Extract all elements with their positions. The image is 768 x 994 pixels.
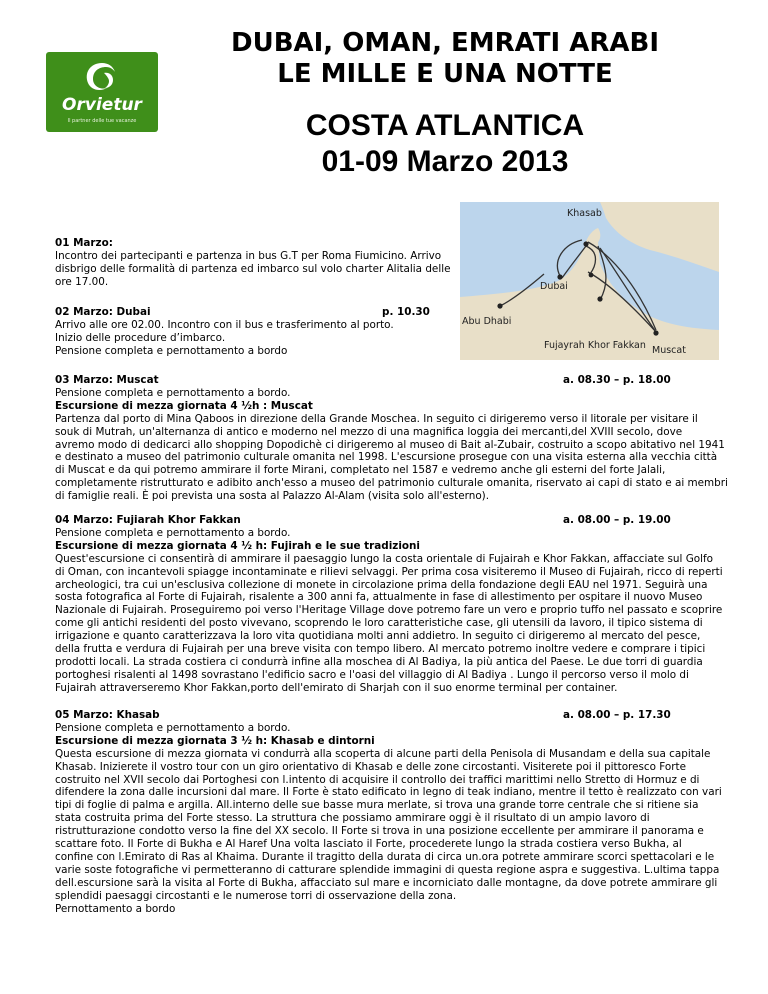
map-label-fujayrah: Fujayrah Khor Fakkan (544, 340, 646, 351)
day-text-line: costruito nel XVII secolo dai Portoghesi con l.intento di acquisire il controllo dei traffici marittimi nello Stretto di Hormuz e di (55, 773, 700, 786)
day-text-line: portoghesi risalenti al 1498 sovrastano l'edificio sacro e l'oasi del villaggio di Al Badiya . Lungo il percorso verso il molo di (55, 668, 689, 681)
day-text-line: dell.escursione sarà la visita al Forte di Bukha, affacciato sul mare e incorniciato dalle montagne, da dove potrete ammirare gli (55, 876, 718, 889)
day-text-line: archeologici, tra cui un'esclusiva collezione di monete in circolazione prima della fondazione degli EAU nel 1971. Seguirà una (55, 578, 708, 591)
port-khasab (583, 241, 588, 246)
route-map (460, 202, 719, 360)
day-text-line: Arrivo alle ore 02.00. Incontro con il bus e trasferimento al porto. (55, 318, 394, 331)
ship-title (185, 108, 705, 180)
excursion-title: Escursione di mezza giornata 4 ½ h: Fujirah e le sue tradizioni (55, 539, 420, 552)
day-text-line: di Muscat e da qui potremo ammirare il forte Mirani, completato nel 1587 e vedremo anche gli esterni del forte Jalali, (55, 464, 666, 477)
day-4 (55, 514, 735, 695)
day-text-line: disbrigo delle formalità di partenza ed imbarco sul volo charter Alitalia delle (55, 262, 451, 275)
trip-title-line1: DUBAI, OMAN, EMRATI ARABI (231, 28, 659, 58)
day-text-line: Partenza dal porto di Mina Qaboos in direzione della Grande Moschea. In seguito ci dirigeremo verso il litorale per visitare il (55, 412, 698, 425)
day-heading: 02 Marzo: Dubai (55, 306, 151, 318)
day-heading: 05 Marzo: Khasab (55, 709, 160, 721)
map-label-dubai: Dubai (540, 281, 568, 292)
day-text-line: Questa escursione di mezza giornata vi condurrà alla scoperta di alcune parti della Penisola di Musandam e della sua capitale (55, 747, 711, 760)
day-text-line: scattare foto. Il Forte di Bukha e Al Haref Una volta lasciato il Forte, procederete lungo la strada costiera verso Bukha, al (55, 838, 682, 851)
map-label-muscat: Muscat (652, 345, 686, 356)
day-text-line: Pensione completa e pernottamento a bordo (55, 344, 288, 357)
day-time: a. 08.00 – p. 17.30 (563, 709, 671, 721)
day-text-line: splendidi paesaggi circostanti e le numerose torri di osservazione della zona. (55, 889, 457, 902)
day-time: p. 10.30 (382, 306, 430, 318)
trip-title-line2: LE MILLE E UNA NOTTE (277, 59, 613, 89)
day-5 (55, 709, 735, 915)
logo-tagline: Il partner delle tue vacanze (67, 118, 137, 124)
day-text-line: stata costruita prima del Forte stesso. La struttura che possiamo ammirare oggi è il risultato di un ampio lavoro di (55, 812, 650, 825)
port-waypoint (589, 273, 594, 278)
day-text-line: difendere la zona dalle incursioni dal mare. Il Forte è stato edificato in legno di teak indiano, mentre il tetto è realizzato con vari (55, 786, 722, 799)
ship-name: COSTA ATLANTICA (305, 109, 585, 142)
day-text-line: Khasab. Inizierete il vostro tour con un giro orientativo di Khasab e delle zone circostanti. Visiterete poi il pittoresco Forte (55, 760, 686, 773)
day-text-line: come gli antichi residenti del posto vivevano, scoprendo le loro caratteristiche case, gli utensili da lavoro, il tipico sistema di (55, 617, 703, 630)
excursion-title: Escursione di mezza giornata 3 ½ h: Khasab e dintorni (55, 734, 375, 747)
land-iran (600, 202, 719, 272)
day-text-line: e destinato a museo del patrimonio culturale omanita nel 1998. L'escursione prosegue con una visita esterna alla vecchia città (55, 451, 718, 464)
day-intro: Pensione completa e pernottamento a bordo. (55, 386, 291, 399)
day-3 (55, 374, 735, 503)
day-text-line: Incontro dei partecipanti e partenza in bus G.T per Roma Fiumicino. Arrivo (55, 249, 442, 262)
day-text-line: ore 17.00. (55, 275, 109, 288)
day-2 (55, 306, 455, 358)
day-text-line: avremo modo di dedicarci allo shopping Dopodichè ci dirigeremo al museo di Bait al-Zubair, costruito a scopo abitativo nel 1941 (55, 438, 725, 451)
day-heading: 04 Marzo: Fujiarah Khor Fakkan (55, 514, 241, 526)
map-label-khasab: Khasab (567, 208, 602, 219)
day-text-line: Nazionale di Fujairah. Proseguiremo poi verso l'Heritage Village dove potremo fare un vero e proprio tuffo nel passato e scoprire (55, 604, 723, 617)
day-text-line: tipi di foglie di palma e argilla. All.interno delle sue basse mura merlate, si trova una grande torre centrale che si ritiene sia (55, 799, 699, 812)
day-heading: 03 Marzo: Muscat (55, 374, 159, 386)
map-label-abu-dhabi: Abu Dhabi (462, 316, 512, 327)
day-text-line: irrigazione e quanto caratterizzava la loro vita quotidiana molti anni addietro. In seguito ci dirigeremo al mercato del pesce, (55, 630, 701, 643)
day-1 (55, 237, 455, 289)
day-time: a. 08.30 – p. 18.00 (563, 374, 671, 386)
day-text-line: confine con l.Emirato di Ras al Khaima. Durante il tragitto della durata di circa un.ora potrete ammirare scorci spettacolari e le (55, 850, 715, 863)
port-dubai (557, 274, 562, 279)
day-text-line: souk di Mutrah, un'alternanza di antico e moderno nel mezzo di una magnifica loggia dei mercanti,del XVIII secolo, dove (55, 425, 683, 438)
day-text-line: Quest'escursione ci consentirà di ammirare il paesaggio lungo la costa orientale di Fujairah e Khor Fakkan, affacciate sul Golfo (55, 552, 714, 565)
day-text-line: di famiglie reali. È poi prevista una sosta al Palazzo Al-Alam (visita solo all'esterno). (55, 490, 490, 503)
day-intro: Pensione completa e pernottamento a bordo. (55, 526, 291, 539)
logo-name: Orvietur (62, 95, 142, 115)
trip-title (185, 28, 705, 90)
trip-dates: 01-09 Marzo 2013 (321, 145, 569, 178)
day-text-line: della frutta e verdura di Fujairah per una breve visita con tempo libero. Al mercato potremo inoltre vedere e comprare i tipici (55, 643, 706, 656)
orvietur-logo (46, 52, 158, 132)
day-text-line: completamente ristrutturato e adibito anch'esso a museo del patrimonio culturale omanita, riservato ai capi di stato e ai membri (55, 477, 728, 490)
day-text-line: ristrutturazione condotto verso la fine del XX secolo. Il Forte si trova in una posizione eccellente per ammirare il panorama e (55, 825, 704, 838)
port-muscat (653, 330, 658, 335)
day-time: a. 08.00 – p. 19.00 (563, 514, 671, 526)
day-heading: 01 Marzo: (55, 237, 113, 249)
day-text-line: Fujairah attraverseremo Khor Fakkan,porto dell'emirato di Sharjah con il suo enorme terminal per container. (55, 681, 618, 694)
day-text-line: Pernottamento a bordo (55, 902, 176, 915)
day-intro: Pensione completa e pernottamento a bordo. (55, 721, 291, 734)
day-text-line: varie soste fotografiche vi permetteranno di catturare splendide immagini di questa regione aspra e suggestiva. L.ultima tappa (55, 863, 720, 876)
excursion-title: Escursione di mezza giornata 4 ½h : Muscat (55, 399, 313, 412)
day-text-line: Inizio delle procedure d’imbarco. (55, 331, 226, 344)
port-abu-dhabi (497, 303, 502, 308)
day-text-line: sosta fotografica al Forte di Fujairah, risalente a 300 anni fa, attualmente in fase di allestimento per ospitare il nuovo Museo (55, 591, 703, 604)
day-text-line: prodotti locali. La strada costiera ci condurrà infine alla moschea di Al Badiya, la più antica del Paese. Le due torri di guardia (55, 655, 703, 668)
day-text-line: di Oman, con incantevoli spiagge incontaminate e rilievi selvaggi. Per prima cosa visiteremo il Museo di Fujairah, ricco di reperti (55, 565, 723, 578)
port-fujayrah (597, 296, 602, 301)
logo-swirl-icon (80, 59, 124, 95)
